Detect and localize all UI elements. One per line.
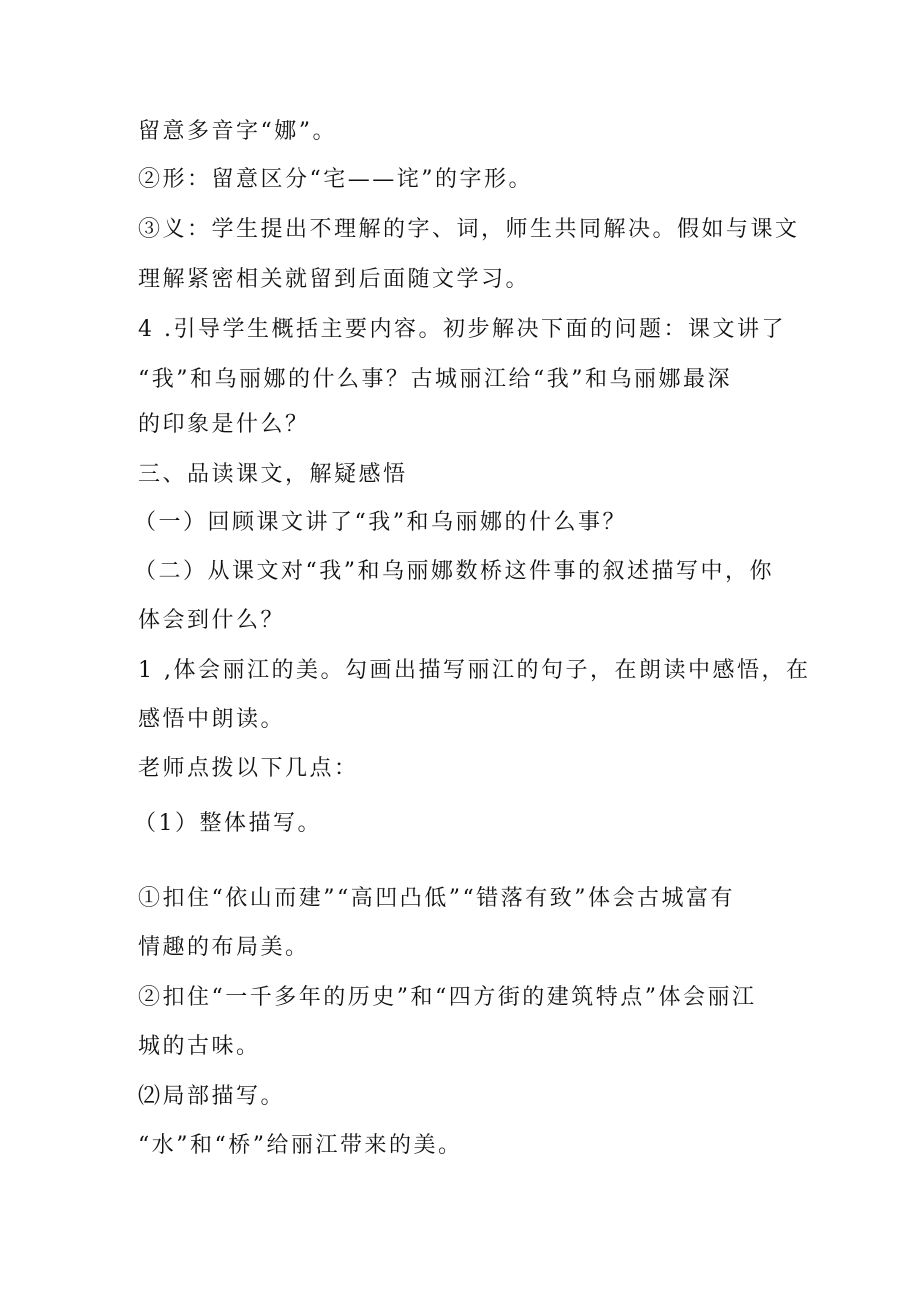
text-line-6: “我”和乌丽娜的什么事？古城丽江给“我”和乌丽娜最深 — [138, 367, 732, 392]
text-line-7: 的印象是什么？ — [138, 412, 310, 437]
text-line-1: 留意多音字“娜”。 — [138, 119, 337, 144]
text-line-9: （一）回顾课文讲了“我”和乌丽娜的什么事？ — [134, 510, 627, 535]
text-line-3: ③义：学生提出不理解的字、词，师生共同解决。假如与课文 — [138, 217, 800, 242]
text-line-18: ②扣住“一千多年的历史”和“四方街的建筑特点”体会丽江 — [138, 985, 757, 1010]
text-line-17: 情趣的布局美。 — [138, 935, 310, 960]
text-line-11: 体会到什么？ — [138, 608, 286, 633]
text-line-16: ①扣住“依山而建”“高凹凸低”“错落有致”体会古城富有 — [138, 886, 735, 911]
text-line-2: ②形：留意区分“宅——诧”的字形。 — [138, 167, 533, 192]
text-line-15: （1）整体描写。 — [134, 811, 322, 836]
text-line-21: “水”和“桥”给丽江带来的美。 — [138, 1133, 463, 1158]
text-line-12: 1 ,体会丽江的美。勾画出描写丽江的句子，在朗读中感悟，在 — [138, 658, 811, 683]
text-line-10: （二）从课文对“我”和乌丽娜数桥这件事的叙述描写中，你 — [134, 559, 774, 584]
text-line-4: 理解紧密相关就留到后面随文学习。 — [138, 267, 531, 292]
text-line-20: ⑵局部描写。 — [138, 1084, 286, 1109]
text-line-13: 感悟中朗读。 — [138, 707, 286, 732]
text-line-14: 老师点拨以下几点： — [138, 756, 359, 781]
section-heading: 三、品读课文，解疑感悟 — [138, 462, 408, 487]
text-line-5: 4 .引导学生概括主要内容。初步解决下面的问题：课文讲了 — [138, 317, 786, 342]
text-line-19: 城的古味。 — [138, 1034, 261, 1059]
